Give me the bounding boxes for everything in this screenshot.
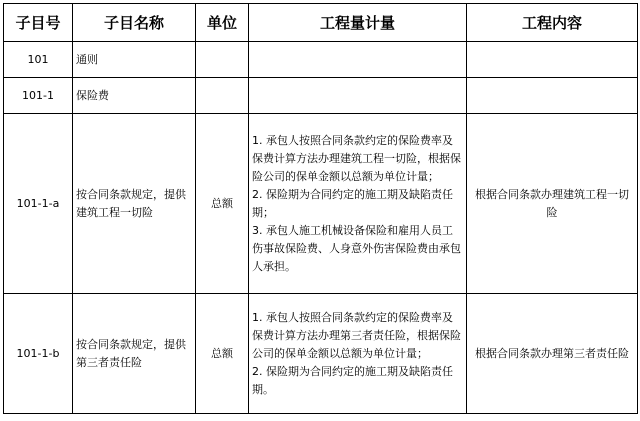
cell-code: 101-1-b	[4, 294, 73, 414]
cell-content: 根据合同条款办理第三者责任险	[467, 294, 638, 414]
table-row	[4, 42, 638, 78]
header-measure: 工程量计量	[249, 4, 467, 42]
cell-measure	[249, 42, 467, 78]
measure-item: 3. 承包人施工机械设备保险和雇用人员工伤事故保险费、人身意外伤害保险费由承包人承担。	[252, 223, 461, 273]
cell-unit	[196, 42, 249, 78]
cell-measure	[249, 78, 467, 114]
measure-item: 2. 保险期为合同约定的施工期及缺陷责任期。	[252, 364, 453, 396]
cell-name: 通则	[73, 42, 196, 78]
cell-unit: 总额	[196, 294, 249, 414]
cell-name: 按合同条款规定，提供建筑工程一切险	[73, 114, 196, 294]
measure-item: 2. 保险期为合同约定的施工期及缺陷责任期；	[252, 187, 453, 219]
cell-content: 根据合同条款办理建筑工程一切险	[467, 114, 638, 294]
cell-content	[467, 42, 638, 78]
header-code: 子目号	[4, 4, 73, 42]
cell-name: 保险费	[73, 78, 196, 114]
cell-name: 按合同条款规定，提供第三者责任险	[73, 294, 196, 414]
cell-code: 101-1	[4, 78, 73, 114]
header-content: 工程内容	[467, 4, 638, 42]
cell-content	[467, 78, 638, 114]
header-name: 子目名称	[73, 4, 196, 42]
cell-code: 101-1-a	[4, 114, 73, 294]
header-row	[4, 4, 638, 42]
header-unit: 单位	[196, 4, 249, 42]
cell-measure	[249, 294, 467, 414]
table-row	[4, 294, 638, 414]
cell-code: 101	[4, 42, 73, 78]
cell-unit: 总额	[196, 114, 249, 294]
table-row	[4, 114, 638, 294]
measure-item: 1. 承包人按照合同条款约定的保险费率及保费计算方法办理建筑工程一切险，根据保险公司的保单金额以总额为单位计量；	[252, 133, 461, 183]
cell-measure	[249, 114, 467, 294]
table-row	[4, 78, 638, 114]
bill-of-quantities-table	[3, 3, 638, 414]
cell-unit	[196, 78, 249, 114]
measure-item: 1. 承包人按照合同条款约定的保险费率及保费计算方法办理第三者责任险，根据保险公司的保单金额以总额为单位计量；	[252, 310, 461, 360]
